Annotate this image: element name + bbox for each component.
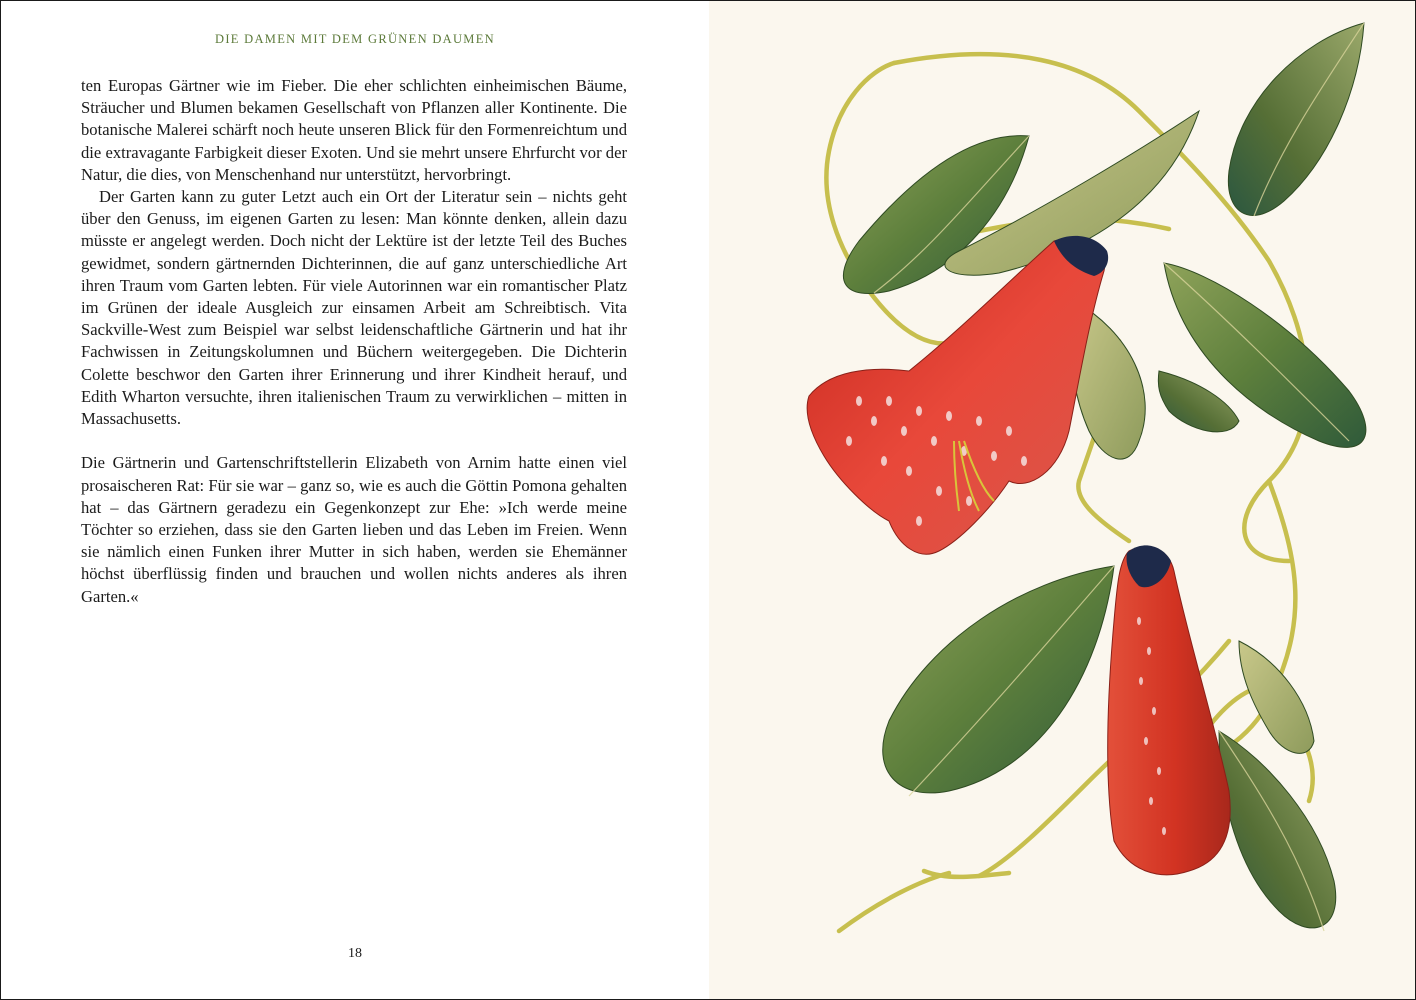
- paragraph-2: Der Garten kann zu guter Letzt auch ein Ort der Literatur sein – nichts geht über den Genuss, im eigenen Garten zu lesen: Man könnte denken, allein dazu müsste er angelegt werden. Doch nicht der Lektüre ist der letzte Teil des Buches gewidmet, sondern gärtnernden Dichterinnen, die auf ganz unterschiedliche Art ihren Traum vom Garten lebten. Für viele Autorinnen war ein romantischer Platz im Grünen der ideale Ausgleich zur einsamen Arbeit am Schreibtisch. Vita Sackville-West zum Beispiel war selbst leidenschaftliche Gärtnerin und hat ihr Fachwissen in Zeitungskolumnen und Büchern weitergegeben. Die Dichterin Colette beschwor den Garten ihrer Erinnerung und ihrer Kindheit herauf, und Edith Wharton versuchte, ihren italienischen Traum zu verwirklichen – mitten in Massachusetts.: [81, 187, 627, 429]
- paragraph-1: ten Europas Gärtner wie im Fieber. Die eher schlichten einheimischen Bäume, Sträucher und Blumen bekamen Gesellschaft von Pflanzen aller Kontinente. Die botanische Malerei schärft noch heute unseren Blick für den Formenreichtum und die extravagante Farbigkeit dieser Exoten. Und sie mehrt unsere Ehrfurcht vor der Natur, die dies, von Menschenhand nur unterstützt, hervorbringt.: [81, 76, 627, 184]
- paragraph-3: Die Gärtnerin und Gartenschriftstellerin Elizabeth von Arnim hatte einen viel prosaischeren Rat: Für sie war – ganz so, wie es auch die Göttin Pomona gehalten hat – das Gärtnern geradezu ein Gegenkonzept zur Ehe: »Ich werde meine Töchter so erziehen, dass sie den Garten lieben und das Leben im Freien. Wenn sie nämlich einen Funken ihrer Mutter in sich haben, werden sie Ehemänner höchst überflüssig finden und brauchen und wollen nichts anderes als ihren Garten.«: [81, 453, 627, 606]
- body-text: [81, 75, 627, 608]
- flower-lower: [1108, 545, 1231, 874]
- leaf-top-right: [1228, 23, 1364, 215]
- running-head: DIE DAMEN MIT DEM GRÜNEN DAUMEN: [215, 32, 495, 46]
- right-page: [709, 1, 1415, 999]
- leaf-bottom-right: [1219, 731, 1336, 928]
- leaf-bottom-left-large: [883, 566, 1114, 793]
- botanical-illustration: [709, 1, 1415, 999]
- leaf-lower-pale: [1239, 641, 1314, 753]
- left-page: [1, 1, 709, 999]
- page-number: 18: [348, 946, 362, 961]
